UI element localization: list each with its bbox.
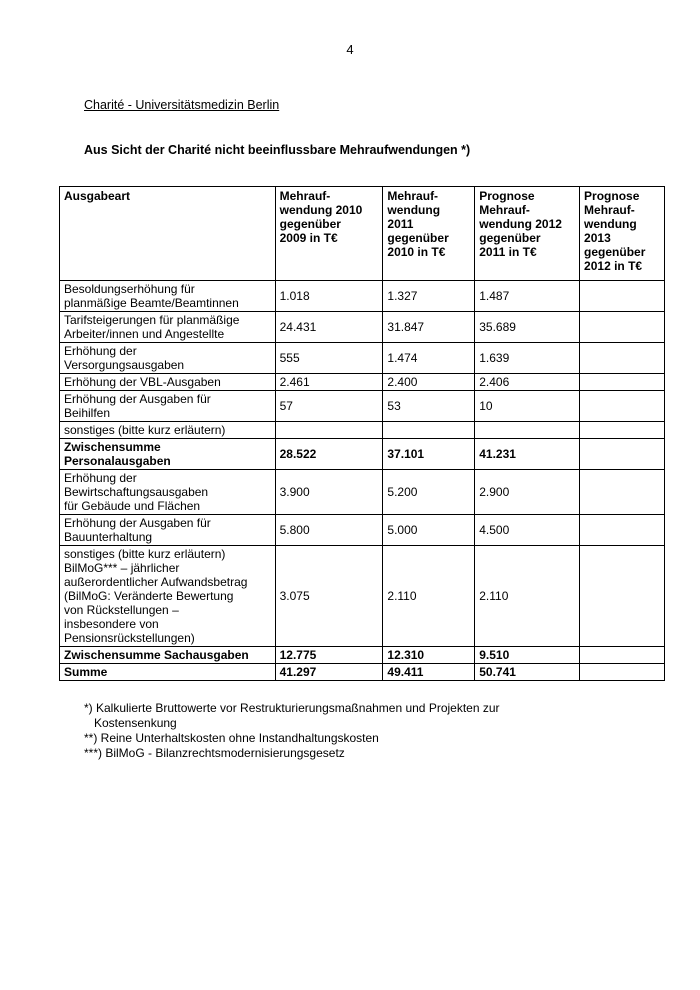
value-2010: 57 [275,391,383,422]
value-2012 [475,422,580,439]
table-row [60,546,665,647]
value-2013 [580,470,665,515]
value-2012: 50.741 [475,664,580,681]
table-row [60,515,665,546]
table-row [60,281,665,312]
value-2012: 1.639 [475,343,580,374]
table-row [60,343,665,374]
value-2012: 9.510 [475,647,580,664]
value-2013 [580,664,665,681]
row-label: Summe [60,664,276,681]
footnote-1: *) Kalkulierte Bruttowerte vor Restrukturierungsmaßnahmen und Projekten zur Kostensenkung [84,701,500,730]
value-2013 [580,343,665,374]
table-row [60,374,665,391]
value-2010: 28.522 [275,439,383,470]
value-2011: 37.101 [383,439,475,470]
row-label: Zwischensumme Sachausgaben [60,647,276,664]
value-2011: 2.400 [383,374,475,391]
value-2010: 24.431 [275,312,383,343]
value-2010: 41.297 [275,664,383,681]
value-2012: 4.500 [475,515,580,546]
header-2011: Mehrauf- wendung 2011 gegenüber 2010 in T€ [383,187,475,281]
value-2013 [580,647,665,664]
value-2011: 31.847 [383,312,475,343]
value-2011: 1.327 [383,281,475,312]
row-label: Erhöhung der Ausgaben für Bauunterhaltung [60,515,276,546]
table-row [60,391,665,422]
row-label: Besoldungserhöhung für planmäßige Beamte/Beamtinnen [60,281,276,312]
table-row [60,439,665,470]
row-label: Erhöhung der Versorgungsausgaben [60,343,276,374]
value-2011 [383,422,475,439]
value-2012: 2.406 [475,374,580,391]
value-2010: 1.018 [275,281,383,312]
table-row [60,312,665,343]
document-title: Aus Sicht der Charité nicht beeinflussbare Mehraufwendungen *) [84,143,471,157]
value-2013 [580,312,665,343]
value-2013 [580,281,665,312]
value-2011: 5.200 [383,470,475,515]
value-2010: 2.461 [275,374,383,391]
row-label: sonstiges (bitte kurz erläutern) BilMoG*** – jährlicher außerordentlicher Aufwandsbetrag (BilMoG: Veränderte Bewertung von Rückstellungen – insbesondere von Pensionsrückstellungen) [60,546,276,647]
value-2011: 1.474 [383,343,475,374]
value-2013 [580,515,665,546]
footnote-2: **) Reine Unterhaltskosten ohne Instandhaltungskosten [84,731,379,745]
footnotes [84,701,564,761]
value-2012: 2.900 [475,470,580,515]
header-2010: Mehrauf- wendung 2010 gegenüber 2009 in T€ [275,187,383,281]
table-row [60,470,665,515]
value-2012: 2.110 [475,546,580,647]
value-2010: 12.775 [275,647,383,664]
table-header-row [60,187,665,281]
row-label: sonstiges (bitte kurz erläutern) [60,422,276,439]
value-2010: 555 [275,343,383,374]
value-2010: 5.800 [275,515,383,546]
table-row [60,664,665,681]
value-2013 [580,391,665,422]
value-2010: 3.075 [275,546,383,647]
row-label: Erhöhung der Bewirtschaftungsausgaben für Gebäude und Flächen [60,470,276,515]
value-2011: 53 [383,391,475,422]
footnote-3: ***) BilMoG - Bilanzrechtsmodernisierungsgesetz [84,746,345,760]
row-label: Erhöhung der Ausgaben für Beihilfen [60,391,276,422]
expenses-table [59,186,665,681]
row-label: Erhöhung der VBL-Ausgaben [60,374,276,391]
value-2013 [580,546,665,647]
value-2011: 5.000 [383,515,475,546]
value-2011: 2.110 [383,546,475,647]
header-2012: Prognose Mehrauf- wendung 2012 gegenüber 2011 in T€ [475,187,580,281]
value-2011: 12.310 [383,647,475,664]
value-2010: 3.900 [275,470,383,515]
value-2012: 1.487 [475,281,580,312]
table-row [60,422,665,439]
institution-name: Charité - Universitätsmedizin Berlin [84,98,280,112]
row-label: Zwischensumme Personalausgaben [60,439,276,470]
header-ausgabeart: Ausgabeart [60,187,276,281]
table-body [60,281,665,681]
value-2010 [275,422,383,439]
page-number: 4 [346,42,354,57]
value-2012: 35.689 [475,312,580,343]
header-2013: Prognose Mehrauf- wendung 2013 gegenüber 2012 in T€ [580,187,665,281]
value-2013 [580,422,665,439]
value-2012: 10 [475,391,580,422]
row-label: Tarifsteigerungen für planmäßige Arbeiter/innen und Angestellte [60,312,276,343]
value-2011: 49.411 [383,664,475,681]
table-row [60,647,665,664]
value-2013 [580,439,665,470]
value-2013 [580,374,665,391]
value-2012: 41.231 [475,439,580,470]
